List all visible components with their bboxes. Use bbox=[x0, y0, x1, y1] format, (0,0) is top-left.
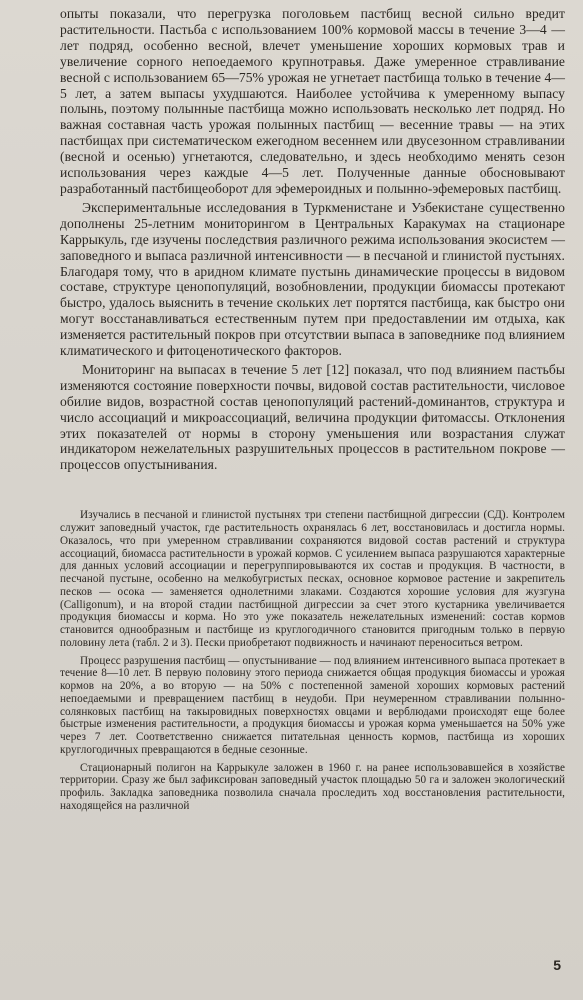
paragraph-monitoring-results: Мониторинг на выпасах в течение 5 лет [12] показал, что под влиянием пастьбы изменяются состояние поверхности почвы, видовой состав растительности, числовое обилие видов, возрастной состав ценопопуляций растений-доминантов, структура и число ассоциаций и микроассоциаций, величина продукции фитомассы. Отклонения этих показателей от нормы в сторону уменьшения или возрастания служат индикатором нежелательных разрушительных процессов в растительном покрове — процессов опустынивания. bbox=[60, 361, 565, 473]
paragraph-desertification-process: Процесс разрушения пастбищ — опустынивание — под влиянием интенсивного выпаса протекает в течение 8—10 лет. В первую половину этого периода снижается общая продукция биомассы и урожая кормов на 20%, а во вторую — на 50% с постепенной заменой хороших кормовых растений непоедаемыми и превращением пастбищ в неудоби. При неумеренном стравливании полынно-солянковых пастбищ на такыровидных поверхностях овцами и верблюдами происходят еще более быстрые изменения растительности, а продукция биомассы и урожая корма уменьшается на 50% уже через 7 лет. Соответственно снижается питательная ценность кормов, пастбища из хороших круглогодичных превращаются в бедные сезонные. bbox=[60, 654, 565, 756]
paragraph-digression-stages: Изучались в песчаной и глинистой пустынях три степени пастбищной дигрессии (СД). Контролем служит заповедный участок, где растительность охранялась 6 лет, восстановилась и достигла нормы. Оказалось, что при умеренном стравливании сохраняются видовой состав растений и структура ассоциаций, биомасса растительности в урожай кормов. С усилением выпаса разрушаются характерные для данных условий ассоциации и перегруппировываются их состав и продукция. В частности, в песчаной пустыне, особенно на мелкобугристых песках, основное кормовое растение и закрепитель песков — осока — заменяется однолетними злаками. Создаются хорошие условия для жузгуна (Calligonum), и на второй стадии пастбищной дигрессии за счет этого кустарника увеличивается продукция биомассы и корма. Но это уже показатель нежелательных изменений: состав кормов становится однообразным и пастбище из круглогодичного становится пригодным только в первую половину лета (табл. 2 и 3). Пески приобретают подвижность и начинают переноситься ветром. bbox=[60, 509, 565, 649]
paragraph-stationary-polygon: Стационарный полигон на Каррыкуле заложен в 1960 г. на ранее использовавшейся в хозяйстве территории. Сразу же был зафиксирован заповедный участок площадью 50 га и заложен экологический профиль. Закладка заповедника позволила сначала проследить ход восстановления растительности, находящейся на различной bbox=[60, 761, 565, 812]
small-print-text bbox=[60, 509, 565, 812]
page-number: 5 bbox=[553, 957, 561, 973]
main-text bbox=[60, 6, 565, 473]
paragraph-monitoring-karrykul: Экспериментальные исследования в Туркменистане и Узбекистане существенно дополнены 25-летним мониторингом в Центральных Каракумах на стационаре Каррыкуль, где изучены последствия различного режима использования экосистем — заповедного и выпаса различной интенсивности — в песчаной и глинистой пустынях. Благодаря тому, что в аридном климате пустынь динамические процессы в видовом составе, структуре ценопопуляций, возобновлении, продукции биомассы протекают быстро, удалось выяснить в течение скольких лет портятся пастбища, как быстро они могут восстанавливаться естественным путем при предоставлении им отдыха, как изменяется растительный покров при отсутствии выпаса в заповеднике под влиянием климатического и фитоценотического факторов. bbox=[60, 199, 565, 359]
paragraph-grazing-experiments: опыты показали, что перегрузка поголовьем пастбищ весной сильно вредит растительности. Пастьба с использованием 100% кормовой массы в течение 3—4 —лет подряд, особенно весной, влечет уменьшение хороших кормовых трав и увеличение сорного непоедаемого крупнотравья. Даже умеренное стравливание весной с использованием 65—75% урожая не угнетает пастбища только в течение 4—5 лет, а затем выпасы ухудшаются. Наиболее устойчива к умеренному выпасу полынь, поэтому полынные пастбища можно использовать несколько лет подряд. Но важная составная часть урожая полынных пастбищ — весенние травы — на этих пастбищах при систематическом ежегодном весеннем или двусезонном стравливании (весной и осенью) угнетаются, следовательно, и здесь необходимо менять сезон использования через каждые 4—5 лет. Полученные данные обосновывают разработанный пастбищеоборот для эфемероидных и полынно-эфемеровых пастбищ. bbox=[60, 6, 565, 196]
